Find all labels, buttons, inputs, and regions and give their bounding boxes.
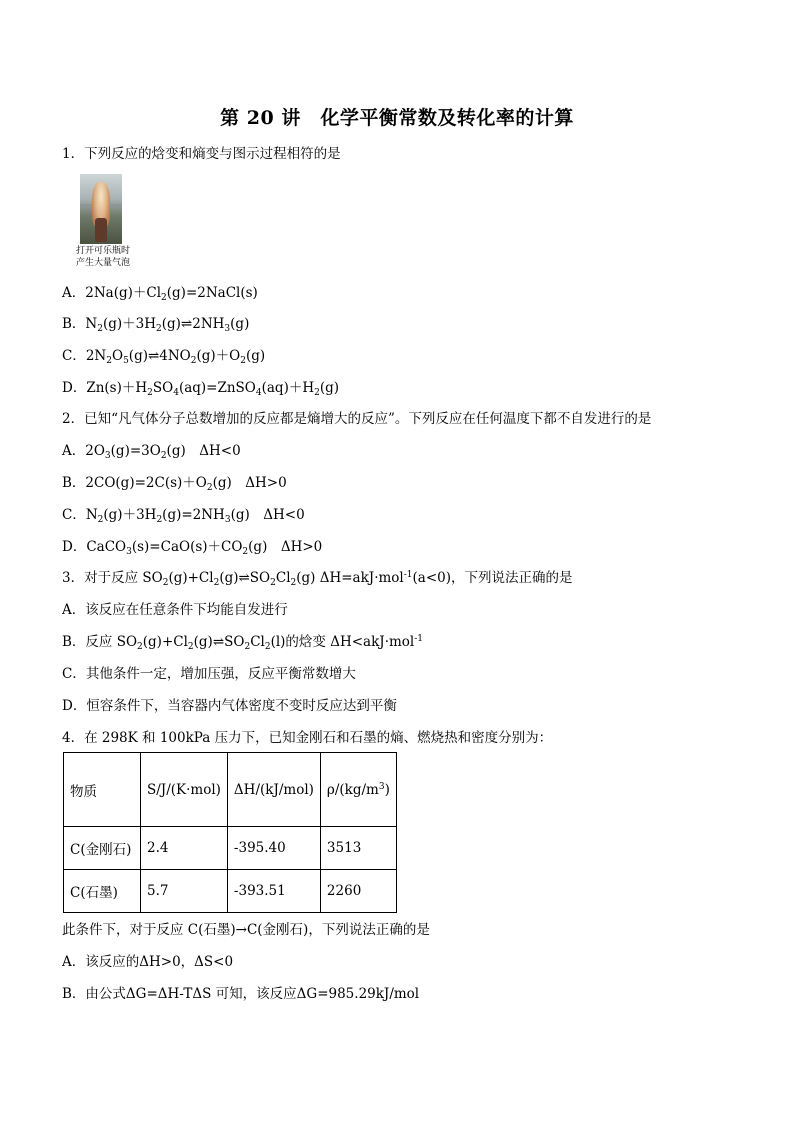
table-cell: C(石墨) [64,870,141,913]
q4-followup: 此条件下，对于反应 C(石墨)→C(金刚石)，下列说法正确的是 [62,922,430,938]
table-cell: -395.40 [227,827,320,870]
table-header-cell: ΔH/(kJ/mol) [227,753,320,827]
q2-stem: 2．已知“凡气体分子总数增加的反应都是熵增大的反应”。下列反应在任何温度下都不自发进行的是 [62,411,652,427]
q1-stem: 1．下列反应的焓变和熵变与图示过程相符的是 [62,146,341,162]
photo-caption-line1: 打开可乐瓶时 [75,246,130,256]
table-header-cell: 物质 [64,753,141,827]
table-header-cell: S/J/(K·mol) [141,753,228,827]
properties-table [63,752,397,913]
q3-option-d: D．恒容条件下，当容器内气体密度不变时反应达到平衡 [62,698,397,714]
q3-option-b: B．反应 $SO_2(g)+Cl_2(g)\rightleftharpoons SO_2Cl_2(l)$的焓变 ΔH<akJ·mol$^{-1}$ [62,634,424,652]
q2-option-c: C．$N_2(g)+3H_2(g)=2NH_3(g)$ ΔH<0 [62,507,305,525]
table-cell: 5.7 [141,870,228,913]
photo-caption-line2: 产生大量气泡 [75,258,130,268]
table-cell: 2.4 [141,827,228,870]
table-cell: -393.51 [227,870,320,913]
q2-option-a: A．$2O_3(g)=3O_2(g)$ ΔH<0 [62,443,241,461]
q3-option-c: C．其他条件一定，增加压强，反应平衡常数增大 [62,666,356,682]
q4-option-a: A．该反应的ΔH>0，ΔS<0 [62,954,234,970]
q2-option-b: B．$2CO(g)=2C(s)+O_2(g)$ ΔH>0 [62,475,287,493]
table-header-row [64,753,397,827]
table-cell: C(金刚石) [64,827,141,870]
page-title: 第 20 讲 化学平衡常数及转化率的计算 [220,107,574,129]
q1-option-c: C．$2N_2O_5(g)\rightleftharpoons 4NO_2(g)+O_2(g)$ [62,348,266,366]
q4-option-b: B．由公式ΔG=ΔH-TΔS 可知，该反应ΔG=985.29kJ/mol [62,986,420,1002]
table-cell: 2260 [320,870,396,913]
cola-bottle-photo [80,174,122,244]
q2-option-d: D．$CaCO_3(s)=CaO(s)+CO_2(g)$ ΔH>0 [62,539,323,557]
table-header-cell: $\rho/(kg/m^3)$ [320,753,396,827]
q1-option-d: D．$Zn(s)+H_2SO_4(aq)=ZnSO_4(aq)+H_2(g)$ [62,380,340,398]
table-row [64,870,397,913]
table-row [64,827,397,870]
table-cell: 3513 [320,827,396,870]
q4-stem: 4．在 298K 和 100kPa 压力下，已知金刚石和石墨的熵、燃烧热和密度分别为： [62,730,553,746]
q1-option-b: B．$N_2(g)+3H_2(g)\rightleftharpoons 2NH_3(g)$ [62,316,250,334]
q3-option-a: A．该反应在任意条件下均能自发进行 [62,602,288,618]
q3-stem: 3．对于反应 $SO_2(g)+Cl_2(g)\rightleftharpoons SO_2Cl_2(g)$ ΔH=akJ·mol$^{-1}$(a<0)，下列说法正确的是 [62,570,573,588]
q1-option-a: A．$2Na(g)+Cl_2(g)=2NaCl(s)$ [62,285,258,303]
